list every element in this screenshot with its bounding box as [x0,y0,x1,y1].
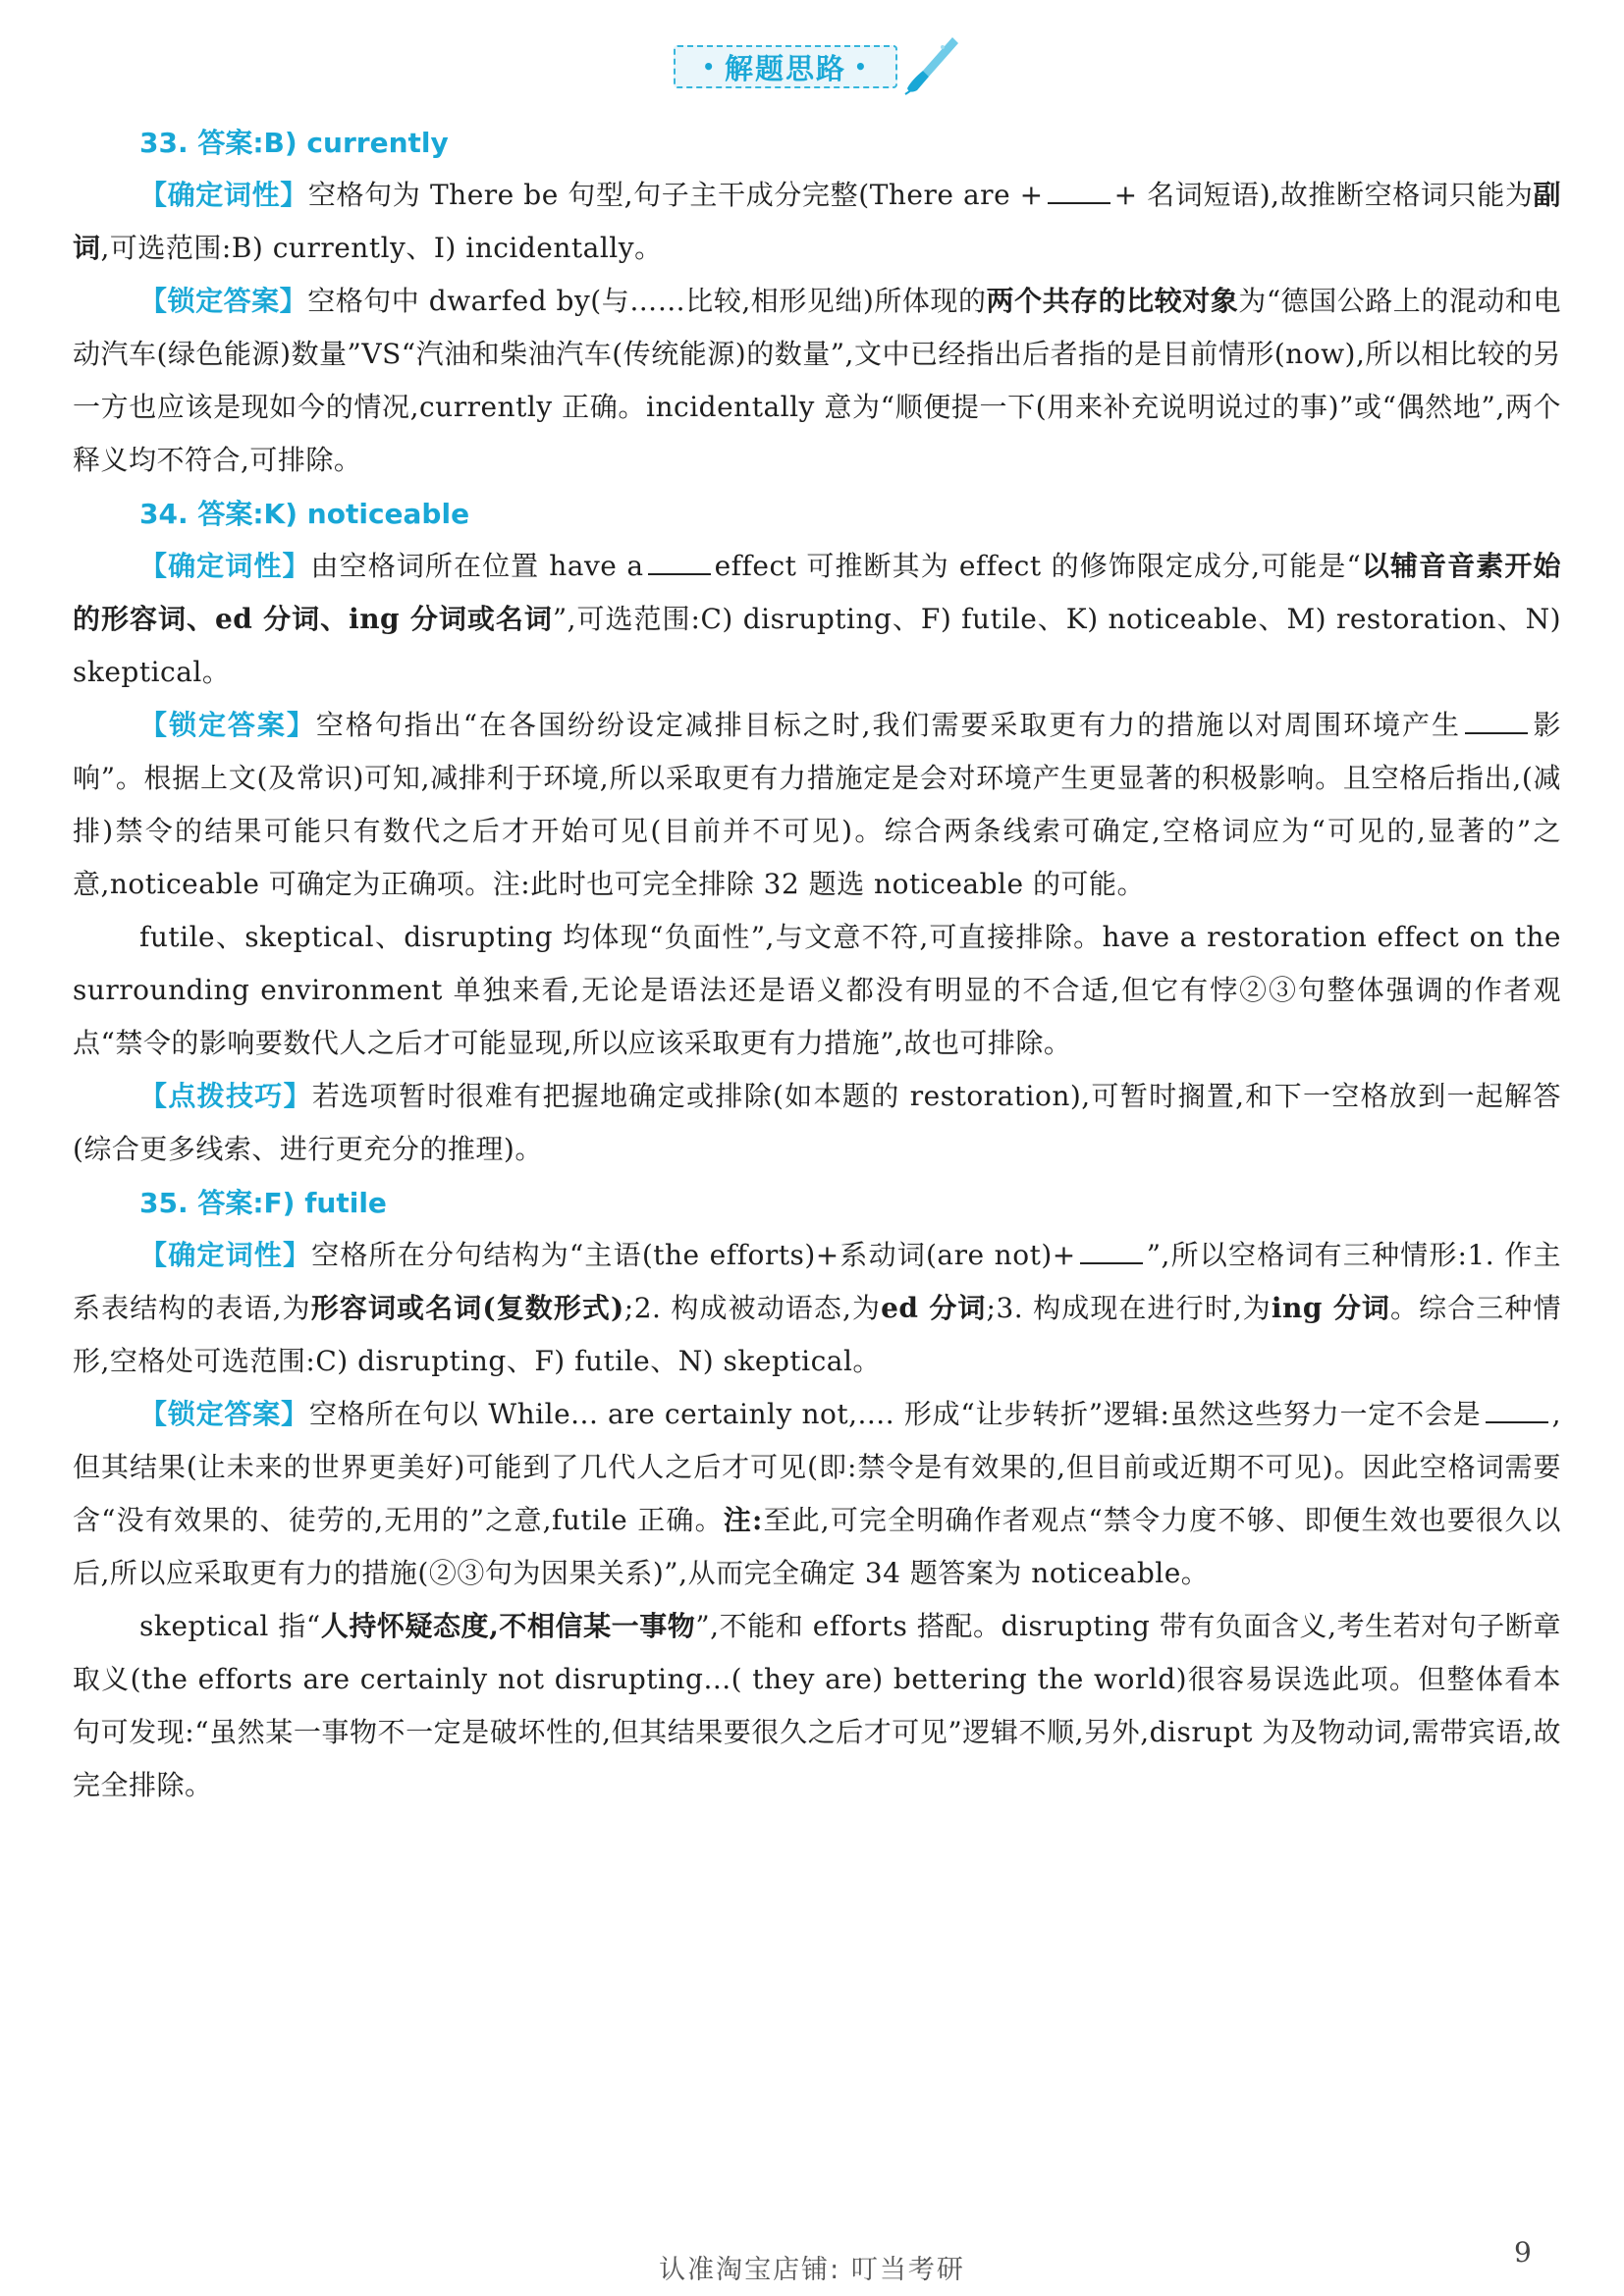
blank-line [1080,1243,1143,1264]
tag-label: 【确定词性】 [139,550,311,582]
paragraph-34-pos: 【确定词性】由空格词所在位置 have a effect 可推断其为 effect 的修饰限定成分,可能是“以辅音音素开始的形容词、ed 分词、ing 分词或名词”,可选范围:C) disrupting、F) futile、K) noticeable、M) restoration、N) skeptical。 [73,550,1561,688]
blank-line [1486,1402,1548,1423]
tag-label: 【锁定答案】 [139,1398,309,1430]
document-body [73,116,1561,1812]
page-number: 9 [1514,2236,1532,2269]
answer-heading-34: 34. 答案:K) noticeable [139,498,470,530]
paragraph-33-pos: 【确定词性】空格句为 There be 句型,句子主干成分完整(There are + + 名词短语),故推断空格词只能为副词,可选范围:B) currently、I) incidentally。 [73,179,1562,264]
tag-label: 【锁定答案】 [139,709,316,741]
brush-icon [903,33,962,96]
tag-label: 【点拨技巧】 [139,1080,312,1112]
paragraph-34-tip: 【点拨技巧】若选项暂时很难有把握地确定或排除(如本题的 restoration),可暂时搁置,和下一空格放到一起解答(综合更多线索、进行更充分的推理)。 [73,1080,1561,1165]
tag-label: 【确定词性】 [139,179,308,211]
section-badge: • 解题思路 • [674,45,897,88]
blank-line [1048,183,1110,204]
paragraph-35-pos: 【确定词性】空格所在分句结构为“主语(the efforts)+系动词(are not)+ ”,所以空格词有三种情形:1. 作主系表结构的表语,为形容词或名词(复数形式);2. 构成被动语态,为ed 分词;3. 构成现在进行时,为ing 分词。综合三种情形,空格处可选范围:C) disrupting、F) futile、N) skeptical。 [73,1239,1561,1377]
tag-label: 【锁定答案】 [139,285,308,317]
paragraph-33-answer: 【锁定答案】空格句中 dwarfed by(与……比较,相形见绌)所体现的两个共存的比较对象为“德国公路上的混动和电动汽车(绿色能源)数量”VS“汽油和柴油汽车(传统能源)的数量”,文中已经指出后者指的是目前情形(now),所以相比较的另一方也应该是现如今的情况,currently 正确。incidentally 意为“顺便提一下(用来补充说明说过的事)”或“偶然地”,两个释义均不符合,可排除。 [73,285,1561,476]
blank-line [1465,713,1528,734]
answer-heading-35: 35. 答案:F) futile [139,1187,387,1219]
answer-heading-33: 33. 答案:B) currently [139,127,449,159]
blank-line [648,554,711,575]
section-badge-label: 解题思路 [724,51,846,85]
paragraph-34-exclusion: futile、skeptical、disrupting 均体现“负面性”,与文意不符,可直接排除。have a restoration effect on the surrounding environment 单独来看,无论是语法还是语义都没有明显的不合适,但它有悖②③句整体强调的作者观点“禁令的影响要数代人之后才可能显现,所以应该采取更有力措施”,故也可排除。 [73,921,1561,1059]
paragraph-35-answer: 【锁定答案】空格所在句以 While... are certainly not,.... 形成“让步转折”逻辑:虽然这些努力一定不会是 ,但其结果(让未来的世界更美好)可能到了几代人之后才可见(即:禁令是有效果的,但目前或近期不可见)。因此空格词需要含“没有效果的、徒劳的,无用的”之意,futile 正确。注:至此,可完全明确作者观点“禁令力度不够、即便生效也要很久以后,所以应采取更有力的措施(②③句为因果关系)”,从而完全确定 34 题答案为 noticeable。 [73,1398,1562,1589]
paragraph-35-exclusion: skeptical 指“人持怀疑态度,不相信某一事物”,不能和 efforts 搭配。disrupting 带有负面含义,考生若对句子断章取义(the efforts are certainly not disrupting...( they are) bettering the world)很容易误选此项。但整体看本句可发现:“虽然某一事物不一定是破坏性的,但其结果要很久之后才可见”逻辑不顺,另外,disrupt 为及物动词,需带宾语,故完全排除。 [73,1610,1561,1801]
tag-label: 【确定词性】 [139,1239,312,1271]
page-header [0,33,1624,92]
footer-watermark: 认准淘宝店铺: 叮当考研 [659,2255,965,2285]
paragraph-34-answer: 【锁定答案】空格句指出“在各国纷纷设定减排目标之时,我们需要采取更有力的措施以对周围环境产生 影响”。根据上文(及常识)可知,减排利于环境,所以采取更有力措施定是会对环境产生更显著的积极影响。且空格后指出,(减排)禁令的结果可能只有数代之后才开始可见(目前并不可见)。综合两条线索可确定,空格词应为“可见的,显著的”之意,noticeable 可确定为正确项。注:此时也可完全排除 32 题选 noticeable 的可能。 [73,709,1561,900]
